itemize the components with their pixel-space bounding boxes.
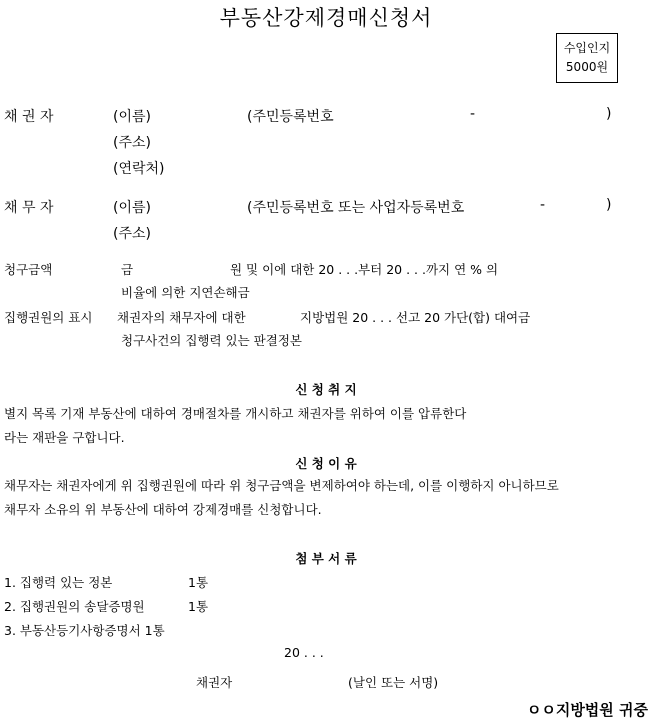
stamp-line-2: 5000원 bbox=[565, 60, 609, 74]
debtor-name: (이름) bbox=[113, 200, 151, 216]
creditor-name: (이름) bbox=[113, 109, 151, 125]
debtor-id-dash: - bbox=[540, 197, 546, 213]
purpose-line-2: 라는 재판을 구합니다. bbox=[4, 430, 125, 445]
debtor-id-close: ) bbox=[606, 197, 612, 213]
purpose-heading: 신 청 취 지 bbox=[295, 382, 357, 397]
creditor-id-close: ) bbox=[606, 106, 612, 122]
reason-line-2: 채무자 소유의 위 부동산에 대하여 강제경매를 신청합니다. bbox=[4, 502, 322, 517]
debtor-label: 채 무 자 bbox=[4, 200, 54, 216]
claim-label: 청구금액 bbox=[4, 262, 53, 277]
creditor-address: (주소) bbox=[113, 135, 151, 151]
creditor-id-label: (주민등록번호 bbox=[247, 109, 334, 125]
debtor-id-label: (주민등록번호 또는 사업자등록번호 bbox=[247, 200, 465, 216]
execution-title-label: 집행권원의 표시 bbox=[4, 310, 93, 325]
execution-title-text-a: 채권자의 채무자에 대한 bbox=[117, 310, 246, 325]
execution-title-text-b: 지방법원 20 . . . 선고 20 가단(합) 대여금 bbox=[300, 310, 531, 325]
debtor-address: (주소) bbox=[113, 226, 151, 242]
attachment-item-2-count: 1통 bbox=[188, 599, 209, 614]
application-date: 20 . . . bbox=[284, 645, 324, 660]
reason-heading: 신 청 이 유 bbox=[295, 456, 357, 471]
document-title: 부동산강제경매신청서 bbox=[219, 6, 433, 30]
attachment-item-1-count: 1통 bbox=[188, 575, 209, 590]
claim-interest-continuation: 비율에 의한 지연손해금 bbox=[121, 285, 250, 300]
signer-label: 채권자 bbox=[196, 675, 233, 690]
claim-interest-text: 원 및 이에 대한 20 . . .부터 20 . . .까지 연 % 의 bbox=[230, 262, 499, 277]
stamp-line-1: 수입인지 bbox=[563, 41, 611, 55]
attachment-item-1: 1. 집행력 있는 정본 bbox=[4, 575, 113, 590]
claim-amount-prefix: 금 bbox=[121, 262, 134, 277]
creditor-label: 채 권 자 bbox=[4, 109, 54, 125]
execution-title-continuation: 청구사건의 집행력 있는 판결정본 bbox=[121, 333, 302, 348]
attachments-heading: 첨 부 서 류 bbox=[295, 551, 357, 566]
creditor-contact: (연락처) bbox=[113, 161, 165, 177]
reason-line-1: 채무자는 채권자에게 위 집행권원에 따라 위 청구금액을 변제하여야 하는데, 이를 이행하지 아니하므로 bbox=[4, 478, 559, 493]
purpose-line-1: 별지 목록 기재 부동산에 대하여 경매절차를 개시하고 채권자를 위하여 이를 압류한다 bbox=[4, 406, 467, 421]
court-addressee: ㅇㅇ지방법원 귀중 bbox=[526, 701, 648, 719]
signature-seal-note: (날인 또는 서명) bbox=[348, 675, 439, 690]
revenue-stamp-box bbox=[556, 33, 618, 83]
creditor-id-dash: - bbox=[470, 106, 476, 122]
attachment-item-3: 3. 부동산등기사항증명서 1통 bbox=[4, 623, 165, 638]
attachment-item-2: 2. 집행권원의 송달증명원 bbox=[4, 599, 145, 614]
